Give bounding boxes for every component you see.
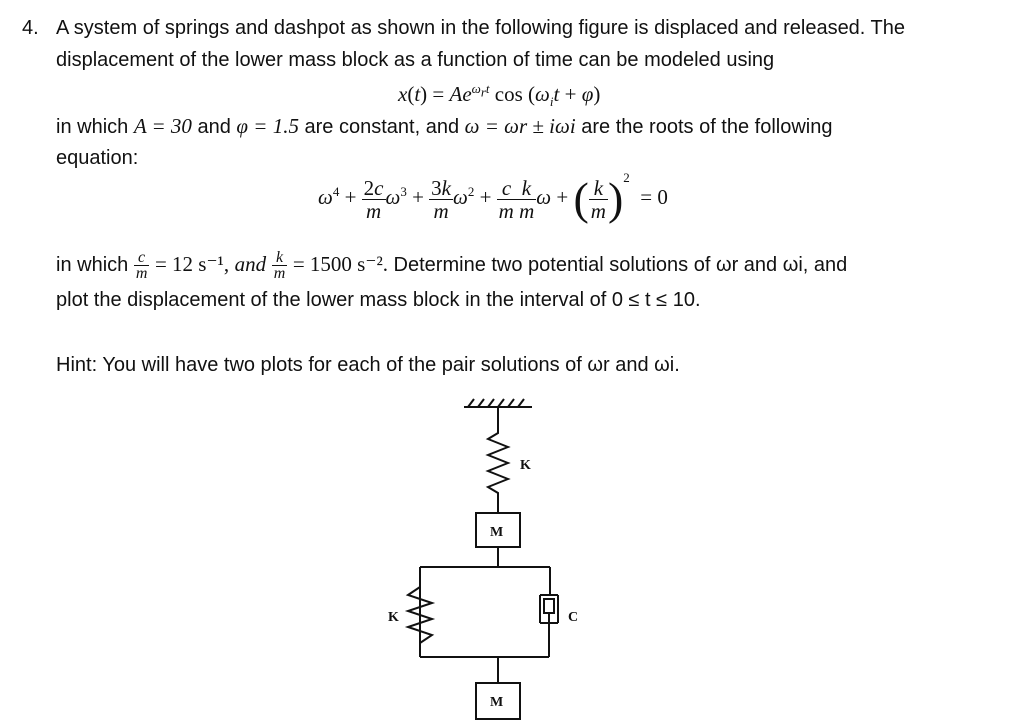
top-spring <box>488 407 508 513</box>
problem-text-line-4: equation: <box>56 147 139 169</box>
characteristic-equation: $\omega^4$ + $\frac{2c}{m}$ $\omega^3$ + $\frac{3k}{m}$ $\omega^2$ + $\frac{\text{c k}}{\text{m m}}$ ω + ( $\frac{k}{m}$ )$^2$ = 0 <box>318 169 668 224</box>
problem-text-line-1: A system of springs and dashpot as shown in the following figure is displaced and released. The <box>56 17 906 39</box>
hint-text: Hint: You will have two plots for each of the pair solutions of ωr and ωi. <box>56 354 680 376</box>
c-over-m-value: = 12 s⁻¹, <box>154 251 230 276</box>
spring-damper-figure <box>380 395 620 723</box>
A-value: A = 30 <box>133 114 192 138</box>
omega-definition: ω = ωr ± iωi <box>464 114 576 138</box>
problem-number: 4. <box>22 17 39 39</box>
k-over-m-value: = 1500 s⁻². <box>292 251 388 276</box>
problem-text-line-3: in which A = 30 and φ = 1.5 are constant, and ω = ωr ± iωi are the roots of the following <box>56 114 833 138</box>
spring-top-label: K <box>520 458 531 473</box>
problem-text-line-2: displacement of the lower mass block as a function of time can be modeled using <box>56 49 775 71</box>
spring-left-label: K <box>388 610 399 625</box>
mass-bottom-label: M <box>490 695 504 710</box>
damper <box>544 599 554 613</box>
mass-top-label: M <box>490 525 504 540</box>
problem-text-line-5: in which $\frac{c}{m}$ = 12 s⁻¹, and $\frac{k}{m}$ = 1500 s⁻². Determine two potential solutions of ωr and ωi, and <box>56 249 848 282</box>
damper-label: C <box>568 610 579 625</box>
model-equation: $x(t) = Ae^{\omega_rt}$ $\cos (\omega_it + \varphi)$ <box>398 81 601 110</box>
phi-value: φ = 1.5 <box>236 114 299 138</box>
equation-rhs: = 0 <box>640 184 668 209</box>
problem-text-line-6: plot the displacement of the lower mass block in the interval of 0 ≤ t ≤ 10. <box>56 289 701 311</box>
